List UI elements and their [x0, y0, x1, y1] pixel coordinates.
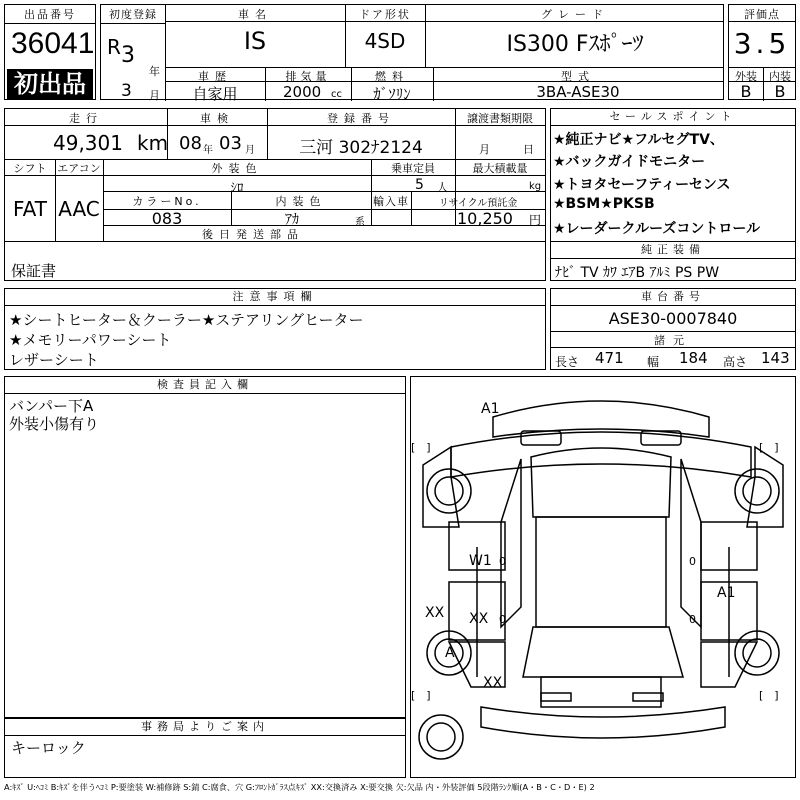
ac-value: AAC — [58, 197, 100, 221]
capacity-unit: 人 — [437, 181, 448, 194]
bracket-right-1: [ ] — [759, 441, 779, 454]
office-label: 事務局よりご案内 — [5, 719, 405, 736]
bracket-left-2: [ ] — [411, 689, 431, 702]
inspector-line-1: バンパー下A — [9, 397, 94, 415]
door-label: ドア形状 — [359, 8, 411, 21]
office-box — [4, 718, 406, 778]
score-label: 評価点 — [744, 8, 780, 21]
lot-number: 36041 — [11, 27, 95, 60]
mark-right-rear-door: A1 — [717, 585, 736, 601]
mark-left-rear-wheel: A — [445, 645, 455, 661]
inspector-line-2: 外装小傷有り — [9, 415, 100, 433]
name-label: 車名 — [238, 8, 272, 21]
first-reg-label: 初度登録 — [109, 8, 157, 21]
later-parts-value: 保証書 — [11, 262, 57, 280]
dims-label: 諸元 — [654, 334, 692, 347]
lot-box — [4, 4, 96, 100]
sales-points-label: セールスポイント — [551, 109, 795, 126]
bracket-left-1: [ ] — [411, 441, 431, 454]
ext-score-value: B — [740, 82, 752, 101]
inspection-year-unit: 年 — [203, 145, 213, 156]
max-load-label: 最大積載量 — [472, 162, 528, 175]
first-listing-badge: 初出品 — [7, 69, 93, 99]
grade-value: IS300 Fｽﾎﾟｰﾂ — [506, 32, 644, 57]
year-value: 3 — [121, 43, 135, 68]
recycle-unit: 円 — [529, 213, 542, 227]
sales-point-3: ★トヨタセーフティーセンス — [553, 177, 731, 193]
int-color-value: ｱｶ — [285, 212, 299, 228]
ext-color-label: 外装色 — [211, 162, 263, 175]
int-score-label: 内装 — [769, 70, 791, 83]
mark-front-bumper: A1 — [481, 401, 500, 417]
height-label: 高さ — [723, 355, 748, 369]
chassis-box — [550, 288, 796, 370]
ext-score-label: 外装 — [735, 70, 757, 83]
shift-value: FAT — [12, 197, 47, 221]
int-color-unit: 系 — [355, 217, 365, 228]
zero-mark-right-2: 0 — [689, 613, 696, 626]
length-value: 471 — [595, 349, 624, 367]
mark-left-front-door: W1 — [469, 553, 492, 569]
overall-score: 3.5 — [733, 27, 791, 60]
shift-label: シフト — [13, 162, 47, 175]
month-value: 3 — [121, 81, 132, 101]
mark-left-quarter: XX — [425, 605, 445, 621]
transfer-day-unit: 日 — [523, 143, 534, 156]
year-unit: 年 — [149, 65, 160, 78]
zero-mark-left-2: 0 — [499, 613, 506, 626]
transfer-month-unit: 月 — [479, 143, 490, 156]
office-text: キーロック — [11, 739, 86, 757]
history-label: 車歴 — [198, 70, 232, 83]
capacity-value: 5 — [415, 177, 424, 193]
length-label: 長さ — [555, 355, 580, 369]
plate-label: 登録番号 — [327, 112, 395, 125]
note-line-2: ★メモリーパワーシート — [9, 331, 172, 349]
vehicle-header-box — [100, 4, 724, 103]
mileage-label: 走行 — [69, 112, 103, 125]
sales-point-4: ★BSM★PKSB — [553, 196, 655, 212]
door-value: 4SD — [364, 29, 406, 53]
score-box — [728, 4, 796, 100]
mileage-value: 49,301 — [53, 131, 123, 155]
ac-label: エアコン — [57, 162, 101, 175]
import-label: 輸入車 — [373, 195, 409, 208]
note-line-1: ★シートヒーター＆クーラー★ステアリングヒーター — [9, 311, 364, 329]
grade-label: グレード — [541, 8, 609, 21]
recycle-value: 10,250 — [457, 209, 513, 228]
int-score-value: B — [774, 82, 786, 101]
chassis-number: ASE30-0007840 — [608, 309, 738, 328]
equipment-box — [550, 241, 796, 281]
ext-color-value: ｼﾛ — [230, 181, 244, 196]
mark-left-rear-fender: XX — [483, 675, 503, 691]
model-value: 3BA-ASE30 — [536, 83, 620, 101]
note-line-3: レザーシート — [9, 351, 99, 369]
car-diagram-box — [410, 376, 796, 778]
inspection-month-unit: 月 — [245, 145, 255, 156]
month-unit: 月 — [149, 89, 160, 102]
height-value: 143 — [761, 349, 790, 367]
history-value: 自家用 — [192, 85, 238, 103]
displacement-value: 2000 — [283, 83, 322, 101]
color-no-label: カラーNo. — [132, 195, 202, 208]
transfer-deadline-label: 譲渡書類期限 — [467, 112, 533, 125]
equipment-label: 純正装備 — [551, 242, 795, 259]
notes-label: 注意事項欄 — [5, 289, 545, 306]
zero-mark-right-1: 0 — [689, 555, 696, 568]
fuel-value: ｶﾞｿﾘﾝ — [373, 85, 411, 103]
max-load-unit: kg — [529, 181, 542, 192]
fuel-label: 燃料 — [375, 70, 409, 83]
sales-point-1: ★純正ナビ★フルセグTV、 — [553, 132, 724, 148]
sales-point-2: ★バックガイドモニター — [553, 154, 706, 170]
era-label: R — [107, 35, 121, 59]
model-label: 型式 — [561, 70, 595, 83]
plate-value: 三河 302ﾅ2124 — [299, 138, 423, 158]
width-label: 幅 — [647, 355, 660, 369]
displacement-unit: cc — [331, 89, 342, 100]
later-parts-label: 後日発送部品 — [202, 228, 304, 241]
displacement-label: 排気量 — [285, 70, 331, 83]
capacity-label: 乗車定員 — [391, 162, 435, 175]
inspector-label: 検査員記入欄 — [5, 377, 405, 394]
damage-legend: A:ｷｽﾞ U:ﾍｺﾐ B:ｷｽﾞを伴うﾍｺﾐ P:要塗装 W:補修跡 S:錆 C:腐食、穴 G:ﾌﾛﾝﾄｶﾞﾗｽ点ｷｽﾞ XX:交換済み X:要交換 欠:欠品 内・外装評価 5段階ﾗﾝｸ順(A・B・C・D・E) 2 — [4, 782, 595, 792]
width-value: 184 — [679, 349, 708, 367]
inspection-label: 車検 — [200, 112, 234, 125]
equipment-value: ﾅﾋﾞ TV ｶﾜ ｴｱB ｱﾙﾐ PS PW — [555, 265, 720, 281]
vehicle-name: IS — [243, 27, 267, 55]
inspector-box — [4, 376, 406, 718]
later-parts-box — [4, 241, 546, 281]
car-diagram — [411, 377, 795, 777]
int-color-label: 内装色 — [275, 195, 327, 208]
sales-point-5: ★レーダークルーズコントロール — [553, 221, 761, 237]
sales-points-box — [550, 108, 796, 242]
mark-left-rear-door: XX — [469, 611, 489, 627]
inspection-year: 08 — [179, 133, 202, 154]
recycle-label: リサイクル預託金 — [438, 198, 518, 209]
chassis-label: 車台番号 — [551, 289, 795, 306]
bracket-right-2: [ ] — [759, 689, 779, 702]
mileage-unit: km — [137, 131, 169, 155]
notes-box — [4, 288, 546, 370]
color-no-value: 083 — [151, 209, 183, 228]
inspection-month: 03 — [219, 133, 242, 154]
details-box — [4, 108, 546, 242]
lot-label: 出品番号 — [24, 8, 76, 21]
zero-mark-left-1: 0 — [499, 555, 506, 568]
